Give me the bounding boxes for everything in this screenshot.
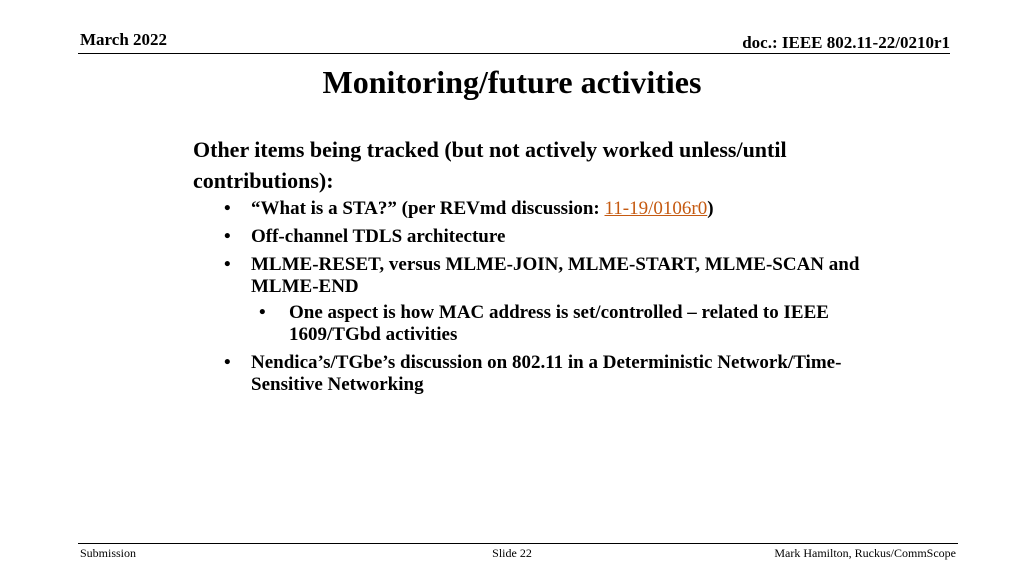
list-item bbox=[193, 254, 873, 346]
sub-list-item bbox=[251, 302, 873, 346]
list-item bbox=[193, 198, 873, 220]
bullet-icon: • bbox=[259, 302, 266, 323]
footer-author: Mark Hamilton, Ruckus/CommScope bbox=[774, 546, 956, 560]
bullet-text-before: “What is a STA?” (per REVmd discussion: bbox=[251, 198, 605, 219]
intro-text: Other items being tracked (but not actively worked unless/until contributions): bbox=[193, 137, 787, 193]
bullet-text: Off-channel TDLS architecture bbox=[251, 226, 506, 247]
bullet-icon: • bbox=[224, 226, 231, 247]
sub-bullet-text: One aspect is how MAC address is set/controlled – related to IEEE 1609/TGbd activities bbox=[289, 302, 829, 345]
header-divider bbox=[78, 53, 950, 54]
bullet-list bbox=[193, 198, 873, 396]
bullet-text-after: ) bbox=[707, 198, 714, 219]
list-item bbox=[193, 226, 873, 248]
doc-link[interactable]: 11-19/0106r0 bbox=[604, 198, 708, 219]
sub-bullet-list bbox=[251, 302, 873, 346]
bullet-icon: • bbox=[224, 254, 231, 275]
list-item bbox=[193, 352, 873, 396]
slide-body bbox=[193, 134, 873, 402]
slide-title: Monitoring/future activities bbox=[322, 64, 702, 100]
footer-divider bbox=[78, 543, 958, 544]
bullet-text: Nendica’s/TGbe’s discussion on 802.11 in a Deterministic Network/Time-Sensitive Networking bbox=[251, 352, 842, 395]
bullet-text: MLME-RESET, versus MLME-JOIN, MLME-START, MLME-SCAN and MLME-END bbox=[251, 254, 860, 297]
bullet-icon: • bbox=[224, 198, 231, 219]
footer-submission: Submission bbox=[80, 546, 137, 560]
footer-slide-number: Slide 22 bbox=[492, 546, 532, 560]
header-date: March 2022 bbox=[80, 30, 168, 49]
header-doc-id: doc.: IEEE 802.11-22/0210r1 bbox=[742, 33, 950, 52]
bullet-icon: • bbox=[224, 352, 231, 373]
